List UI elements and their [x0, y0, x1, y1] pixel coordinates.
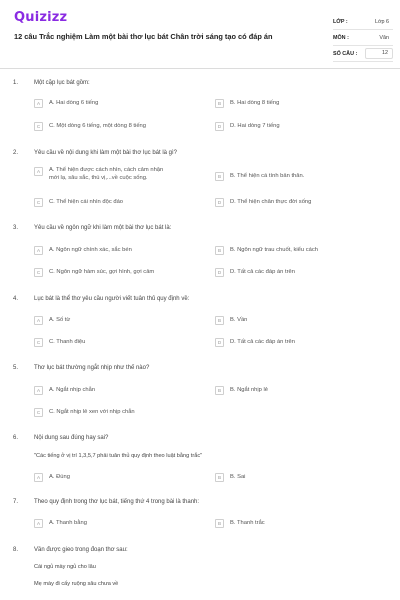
question-number: 3. — [13, 225, 19, 231]
answer-option[interactable] — [34, 316, 70, 325]
option-text: D. Tất cả các đáp án trên — [230, 339, 295, 345]
poem-line: Mẹ mày đi cấy ruộng sâu chưa về — [34, 581, 119, 587]
poem-line: Cái ngủ mày ngủ cho lâu — [34, 564, 96, 570]
option-letter-box: B — [215, 386, 224, 395]
meta-row-grade — [333, 14, 393, 30]
option-letter-box: C — [34, 268, 43, 277]
meta-value: 12 — [365, 48, 393, 59]
meta-row-question-count — [333, 46, 393, 62]
option-text: B. Sai — [230, 474, 246, 480]
option-text: C. Thanh điệu — [49, 339, 86, 345]
meta-value: Văn — [379, 34, 389, 41]
header-divider — [0, 68, 400, 69]
answer-option[interactable] — [215, 316, 247, 325]
option-letter-box: C — [34, 408, 43, 417]
option-text: B. Ngôn ngữ trau chuốt, kiểu cách — [230, 247, 318, 253]
option-text: D. Hai dòng 7 tiếng — [230, 123, 280, 129]
question-text: Theo quy định trong thơ lục bát, tiếng thứ 4 trong bài là thanh: — [34, 499, 200, 505]
option-text: A. Số từ — [49, 317, 71, 323]
option-letter-box: A — [34, 246, 43, 255]
option-text: B. Hai dòng 8 tiếng — [230, 100, 280, 106]
answer-option[interactable] — [34, 268, 154, 277]
meta-label: SỐ CÂU : — [333, 50, 358, 57]
question-text: Lục bát là thể thơ yêu cầu người viết tuân thủ quy định về: — [34, 296, 190, 302]
answer-option[interactable] — [34, 198, 123, 207]
option-text: A. Hai dòng 6 tiếng — [49, 100, 99, 106]
question-number: 5. — [13, 365, 19, 371]
option-letter-box: A — [34, 386, 43, 395]
answer-option[interactable] — [34, 246, 132, 255]
answer-option[interactable] — [215, 519, 265, 528]
option-letter-box: D — [215, 338, 224, 347]
option-letter-box: C — [34, 198, 43, 207]
option-letter-box: B — [215, 473, 224, 482]
answer-option[interactable] — [34, 408, 135, 417]
worksheet-header — [0, 0, 400, 70]
question-text: Nội dung sau đúng hay sai? — [34, 435, 109, 441]
option-letter-box: A — [34, 316, 43, 325]
option-letter-box: A — [34, 167, 43, 176]
answer-option[interactable] — [215, 386, 268, 395]
option-text: A. Đúng — [49, 474, 70, 480]
answer-option[interactable] — [215, 268, 295, 277]
question-text: Yêu cầu về nội dung khi làm một bài thơ lục bát là gì? — [34, 150, 178, 156]
answer-option[interactable] — [215, 198, 311, 207]
question-number: 8. — [13, 547, 19, 553]
option-text: B. Thể hiện cá tính bản thân. — [230, 173, 305, 179]
option-letter-box: B — [215, 519, 224, 528]
option-text: B. Ngắt nhịp lẻ — [230, 387, 269, 393]
option-letter-box: A — [34, 99, 43, 108]
option-text: B. Thanh trắc — [230, 520, 265, 526]
option-text: D. Tất cả các đáp án trên — [230, 269, 295, 275]
option-letter-box: B — [215, 172, 224, 181]
question-number: 7. — [13, 499, 19, 505]
answer-option[interactable] — [215, 246, 318, 255]
worksheet-meta — [333, 14, 393, 62]
quizizz-logo: Quizizz — [14, 10, 68, 25]
answer-option[interactable] — [215, 99, 279, 108]
option-text: D. Thể hiện chân thực đời sống — [230, 199, 312, 205]
question-text: Vần được gieo trong đoạn thơ sau: — [34, 547, 128, 553]
option-letter-box: A — [34, 519, 43, 528]
option-letter-box: B — [215, 246, 224, 255]
option-letter-box: D — [215, 198, 224, 207]
option-letter-box: C — [34, 122, 43, 131]
option-text: C. Ngắt nhịp lẻ xen với nhịp chẵn — [49, 409, 135, 415]
option-text: A. Thanh bằng — [49, 520, 87, 526]
option-letter-box: A — [34, 473, 43, 482]
question-text: Một cặp lục bát gồm: — [34, 80, 90, 86]
question-number: 2. — [13, 150, 19, 156]
meta-label: MÔN : — [333, 34, 349, 41]
option-letter-box: B — [215, 316, 224, 325]
option-text: A. Thể hiện được cách nhìn, cách cảm nhận mới lạ, sâu sắc, thú vị,...về cuộc sống. — [49, 167, 164, 181]
answer-option[interactable] — [34, 519, 87, 528]
option-text: A. Ngắt nhịp chẵn — [49, 387, 96, 393]
answer-option[interactable] — [215, 473, 245, 482]
option-letter-box: C — [34, 338, 43, 347]
question-number: 4. — [13, 296, 19, 302]
meta-row-subject — [333, 30, 393, 46]
option-text: C. Ngôn ngữ hàm súc, gợi hình, gợi cảm — [49, 269, 155, 275]
option-text: C. Thể hiện cái nhìn độc đáo — [49, 199, 124, 205]
answer-option[interactable] — [34, 167, 169, 182]
question-text: Thơ lục bát thường ngắt nhịp như thế nào? — [34, 365, 150, 371]
answer-option[interactable] — [34, 99, 98, 108]
question-number: 1. — [13, 80, 19, 86]
option-text: A. Ngôn ngữ chính xác, sắc bén — [49, 247, 132, 253]
answer-option[interactable] — [34, 338, 85, 347]
option-letter-box: D — [215, 268, 224, 277]
answer-option[interactable] — [34, 473, 70, 482]
option-letter-box: D — [215, 122, 224, 131]
answer-option[interactable] — [215, 338, 295, 347]
meta-label: LỚP : — [333, 18, 348, 25]
question-number: 6. — [13, 435, 19, 441]
worksheet-title: 12 câu Trắc nghiệm Làm một bài thơ lục bát Chân trời sáng tạo có đáp án — [14, 32, 273, 41]
option-text: B. Vần — [230, 317, 248, 323]
meta-value: Lớp 6 — [374, 18, 389, 25]
answer-option[interactable] — [34, 386, 95, 395]
answer-option[interactable] — [34, 122, 146, 131]
answer-option[interactable] — [215, 172, 304, 181]
option-text: C. Một dòng 6 tiếng, một dòng 8 tiếng — [49, 123, 146, 129]
option-letter-box: B — [215, 99, 224, 108]
question-text: Yêu cầu về ngôn ngữ khi làm một bài thơ lục bát là: — [34, 225, 172, 231]
question-quote: "Các tiếng ở vị trí 1,3,5,7 phải tuân thủ quy định theo luật bằng trắc" — [34, 453, 203, 459]
answer-option[interactable] — [215, 122, 280, 131]
